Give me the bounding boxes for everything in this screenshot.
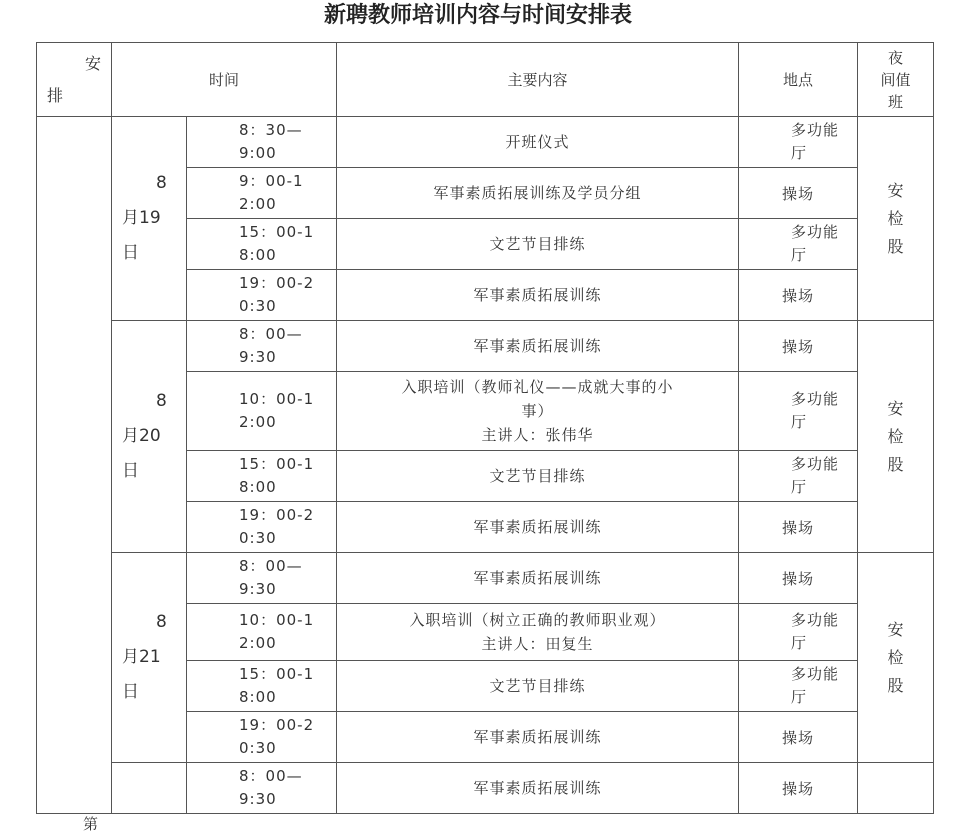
content-cell: 文艺节目排练 xyxy=(337,661,739,712)
content-cell: 军事素质拓展训练 xyxy=(337,502,739,553)
table-row xyxy=(37,763,934,814)
place-cell: 多功能 厅 xyxy=(739,372,858,451)
header-place: 地点 xyxy=(739,43,858,117)
content-cell: 军事素质拓展训练 xyxy=(337,553,739,604)
content-cell: 开班仪式 xyxy=(337,117,739,168)
date-cell xyxy=(112,763,187,814)
header-arrange xyxy=(37,43,112,117)
table-row xyxy=(37,321,934,372)
time-cell: 8：00— 9:30 xyxy=(187,553,337,604)
date-cell: 8 月20 日 xyxy=(112,321,187,553)
table-row xyxy=(37,553,934,604)
content-cell: 入职培训（树立正确的教师职业观） 主讲人：田复生 xyxy=(337,604,739,661)
duty-cell: 安 检 股 xyxy=(858,321,934,553)
place-cell: 操场 xyxy=(739,270,858,321)
content-cell: 入职培训（教师礼仪——成就大事的小 事） 主讲人：张伟华 xyxy=(337,372,739,451)
time-cell: 15：00-1 8:00 xyxy=(187,451,337,502)
schedule-table xyxy=(36,42,934,833)
header-time: 时间 xyxy=(112,43,337,117)
content-cell: 军事素质拓展训练 xyxy=(337,270,739,321)
place-cell: 操场 xyxy=(739,502,858,553)
time-cell: 8：00— 9:30 xyxy=(187,763,337,814)
time-cell: 19：00-2 0:30 xyxy=(187,712,337,763)
duty-cell: 安 检 股 xyxy=(858,117,934,321)
place-cell: 操场 xyxy=(739,168,858,219)
duty-cell xyxy=(858,763,934,814)
time-cell: 10：00-1 2:00 xyxy=(187,604,337,661)
page-title: 新聘教师培训内容与时间安排表 xyxy=(323,3,632,28)
header-content: 主要内容 xyxy=(337,43,739,117)
content-cell: 军事素质拓展训练 xyxy=(337,712,739,763)
content-cell: 军事素质拓展训练 xyxy=(337,763,739,814)
time-cell: 9：00-1 2:00 xyxy=(187,168,337,219)
date-cell: 8 月21 日 xyxy=(112,553,187,763)
content-cell: 军事素质拓展训练 xyxy=(337,321,739,372)
duty-cell: 安 检 股 xyxy=(858,553,934,763)
time-cell: 15：00-1 8:00 xyxy=(187,219,337,270)
time-cell: 8：30— 9:00 xyxy=(187,117,337,168)
time-cell: 19：00-2 0:30 xyxy=(187,270,337,321)
time-cell: 15：00-1 8:00 xyxy=(187,661,337,712)
stage-label: 第 xyxy=(37,117,112,814)
place-cell: 操场 xyxy=(739,321,858,372)
place-cell: 操场 xyxy=(739,712,858,763)
header-row xyxy=(37,43,934,117)
place-cell: 多功能 厅 xyxy=(739,451,858,502)
place-cell: 多功能 厅 xyxy=(739,219,858,270)
place-cell: 操场 xyxy=(739,763,858,814)
time-cell: 19：00-2 0:30 xyxy=(187,502,337,553)
header-night-duty: 夜 间值 班 xyxy=(858,43,934,117)
place-cell: 多功能 厅 xyxy=(739,117,858,168)
table-row xyxy=(37,117,934,168)
time-cell: 10：00-1 2:00 xyxy=(187,372,337,451)
time-cell: 8：00— 9:30 xyxy=(187,321,337,372)
header-arrange-top: 安 xyxy=(84,54,101,73)
place-cell: 操场 xyxy=(739,553,858,604)
place-cell: 多功能 厅 xyxy=(739,661,858,712)
content-cell: 文艺节目排练 xyxy=(337,219,739,270)
place-cell: 多功能 厅 xyxy=(739,604,858,661)
content-cell: 军事素质拓展训练及学员分组 xyxy=(337,168,739,219)
content-cell: 文艺节目排练 xyxy=(337,451,739,502)
header-arrange-bottom: 排 xyxy=(47,86,64,105)
date-cell: 8 月19 日 xyxy=(112,117,187,321)
